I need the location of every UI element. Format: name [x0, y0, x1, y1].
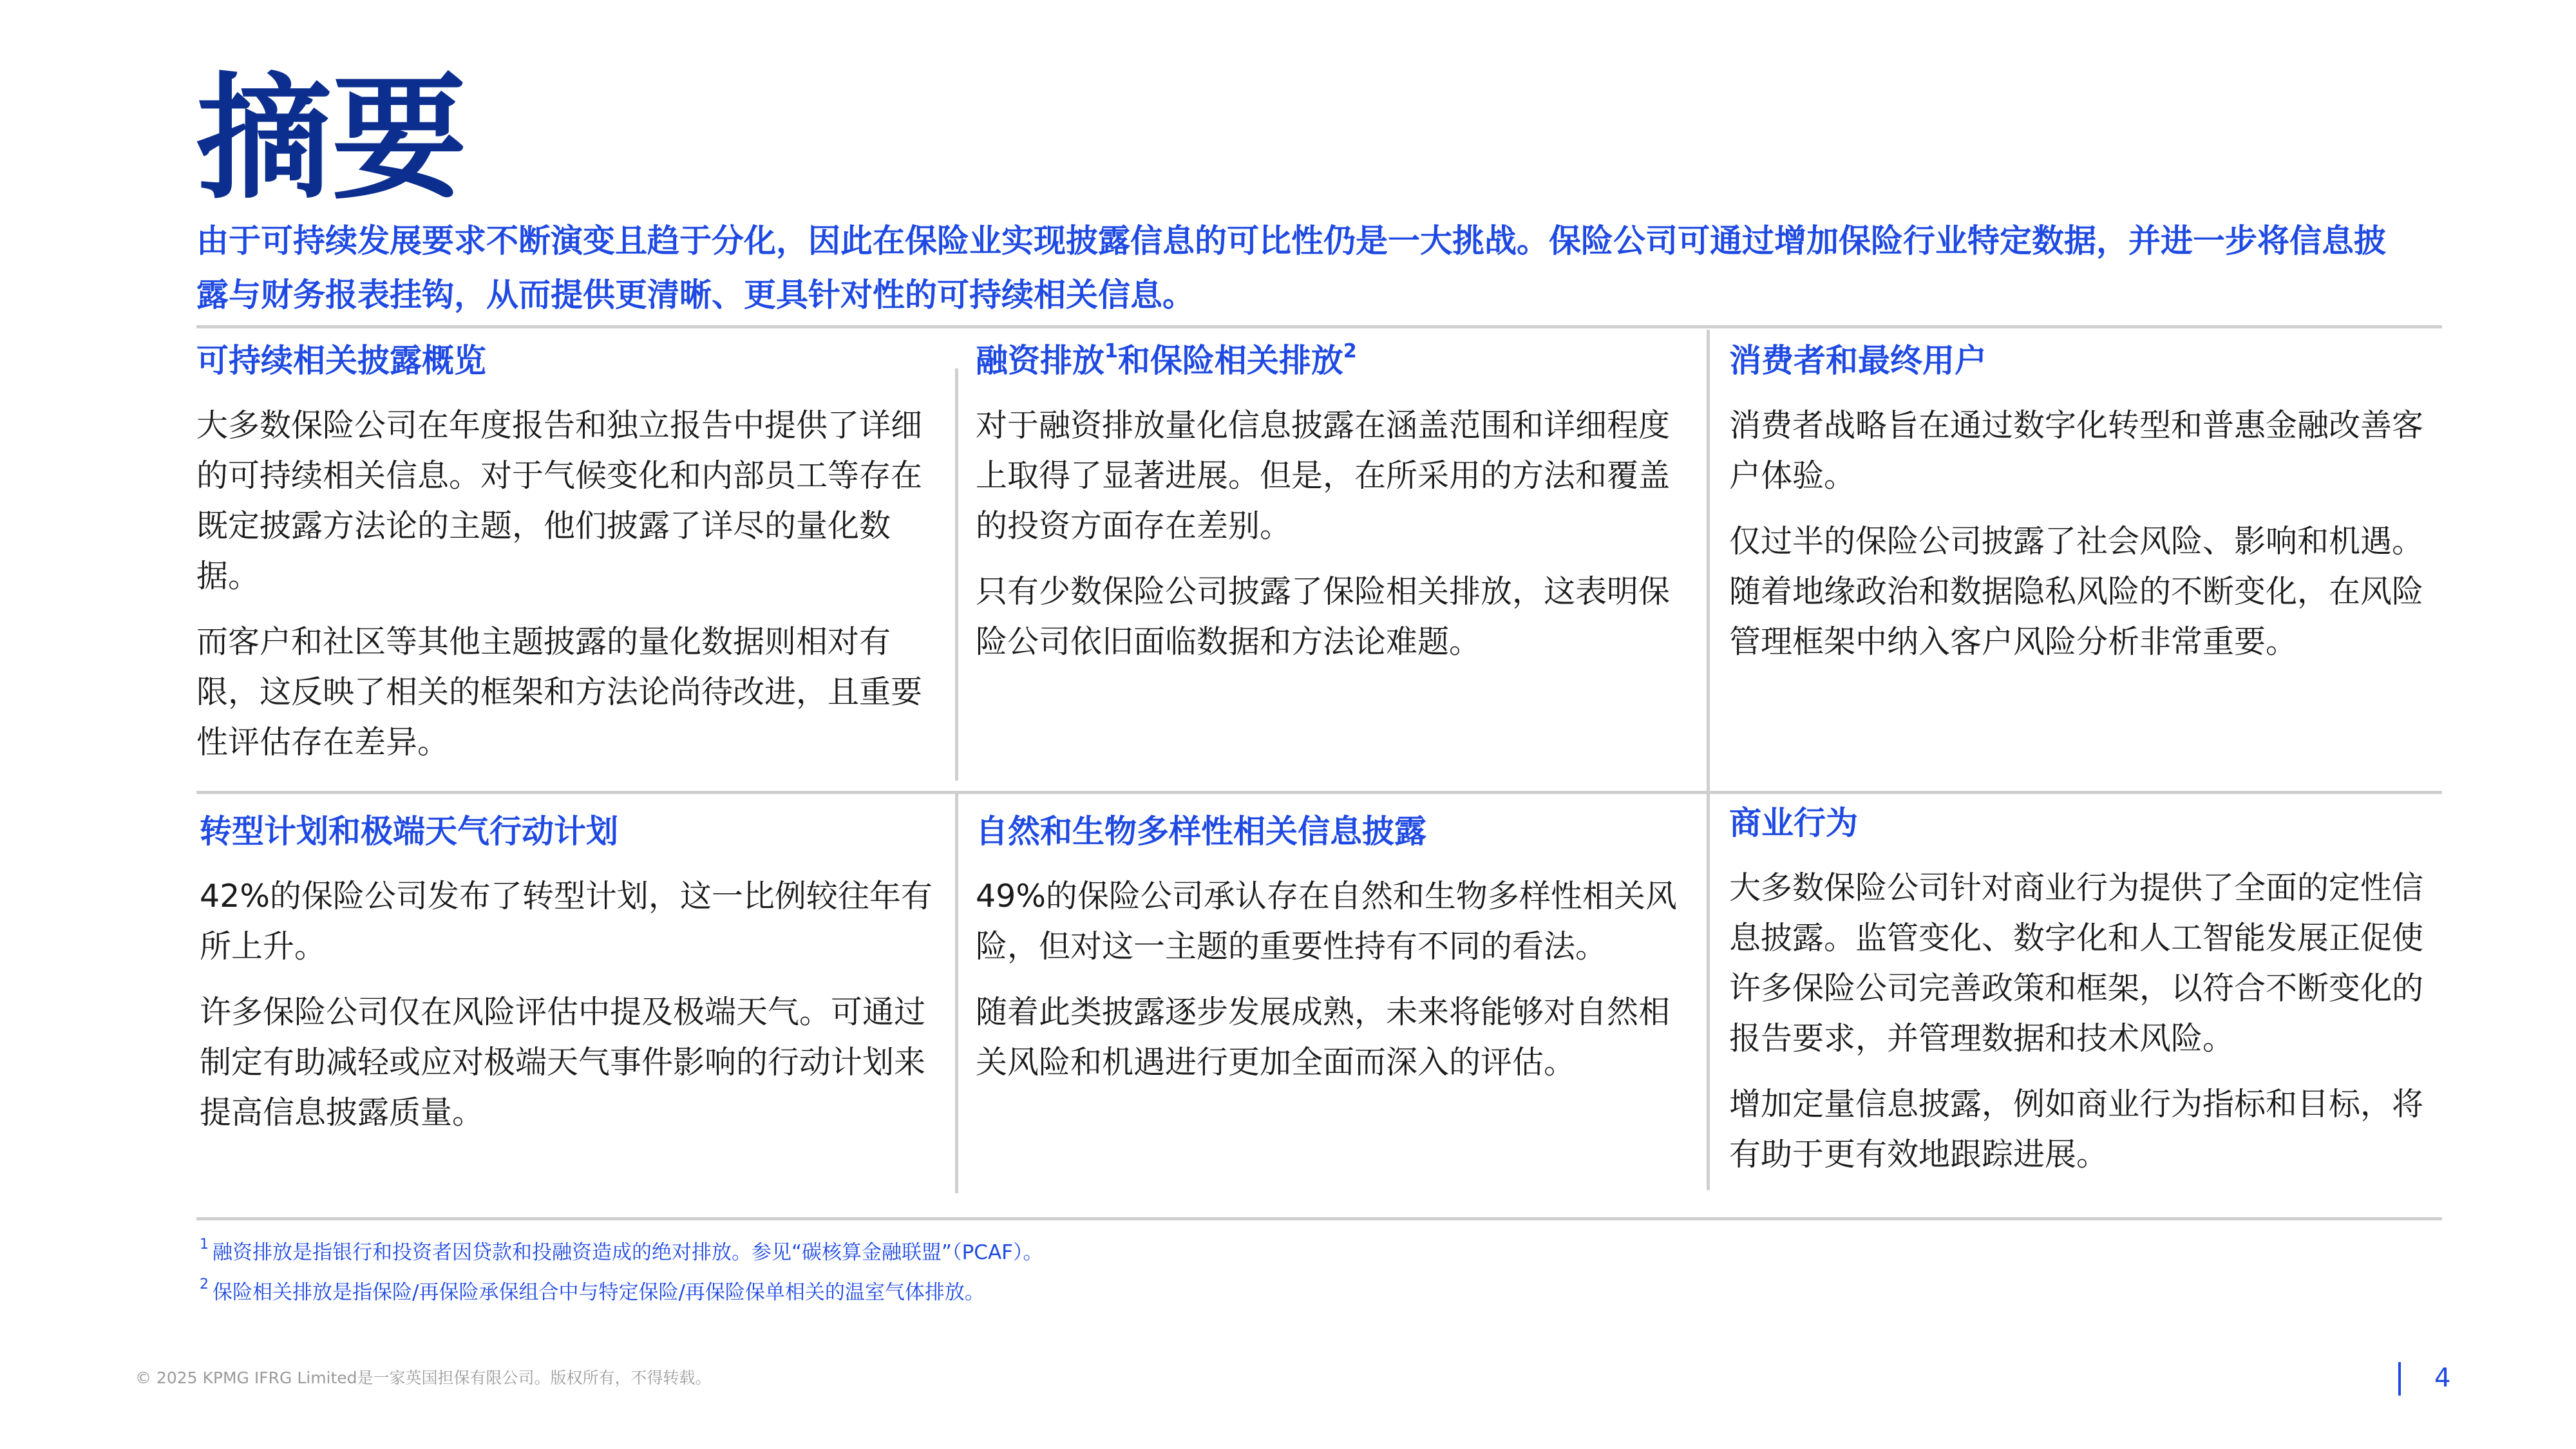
footnote-2: $^2$ 保险相关排放是指保险/再保险承保组合中与特定保险/再保险保单相关的温室气体排放。 [200, 1276, 985, 1304]
footnote-1: $^1$ 融资排放是指银行和投资者因贷款和投融资造成的绝对排放。参见“碳核算金融联盟”（PCAF）。 [200, 1236, 1043, 1264]
section-heading: 自然和生物多样性相关信息披露 [976, 813, 1426, 850]
intro-summary: 由于可持续发展要求不断演变且趋于分化，因此在保险业实现披露信息的可比性仍是一大挑战。保险公司可通过增加保险行业特定数据，并进一步将信息披露与财务报表挂钩，从而提供更清晰、更具针对性的可持续相关信息。 [196, 222, 2386, 314]
section-paragraph: 只有少数保险公司披露了保险相关排放，这表明保险公司依旧面临数据和方法论难题。 [976, 573, 1671, 660]
section-paragraph: 增加定量信息披露，例如商业行为指标和目标，将有助于更有效地跟踪进展。 [1729, 1086, 2424, 1173]
section-paragraph: 大多数保险公司针对商业行为提供了全面的定性信息披露。监管变化、数字化和人工智能发展正促使许多保险公司完善政策和框架，以符合不断变化的报告要求，并管理数据和技术风险。 [1729, 869, 2424, 1057]
section-paragraph: 42%的保险公司发布了转型计划，这一比例较往年有所上升。 [200, 878, 933, 965]
copyright-notice: © 2025 KPMG IFRG Limited是一家英国担保有限公司。版权所有，不得转载。 [135, 1368, 712, 1387]
section-paragraph: 而客户和社区等其他主题披露的量化数据则相对有限，这反映了相关的框架和方法论尚待改进，且重要性评估存在差异。 [196, 623, 923, 761]
heading-text-part: 和保险相关排放 [1117, 342, 1343, 379]
footnotes [200, 1235, 2389, 1315]
heading-text-part: 融资排放 [976, 342, 1104, 379]
page-number: 4 [2434, 1363, 2451, 1393]
section-paragraph: 大多数保险公司在年度报告和独立报告中提供了详细的可持续相关信息。对于气候变化和内部员工等存在既定披露方法论的主题，他们披露了详尽的量化数据。 [196, 407, 923, 594]
section-heading: 转型计划和极端天气行动计划 [200, 813, 618, 850]
section-paragraph: 对于融资排放量化信息披露在涵盖范围和详细程度上取得了显著进展。但是，在所采用的方法和覆盖的投资方面存在差别。 [976, 407, 1671, 544]
section-nature-biodiversity [976, 807, 1684, 1103]
section-heading: 消费者和最终用户 [1729, 342, 1987, 379]
section-paragraph: 消费者战略旨在通过数字化转型和普惠金融改善客户体验。 [1729, 407, 2424, 494]
section-consumers [1729, 336, 2444, 683]
section-sustainability-overview [196, 336, 931, 783]
footnote-ref-1: 1 [1104, 340, 1118, 363]
middle-divider [196, 791, 2442, 794]
section-paragraph: 49%的保险公司承认存在自然和生物多样性相关风险，但对这一主题的重要性持有不同的看法。 [976, 878, 1677, 965]
bottom-divider [196, 1217, 2442, 1220]
top-divider [196, 325, 2442, 328]
column-divider-2 [1707, 330, 1710, 791]
page-number-divider [2398, 1362, 2401, 1396]
section-financed-emissions [976, 336, 1684, 683]
section-paragraph: 随着此类披露逐步发展成熟，未来将能够对自然相关风险和机遇进行更加全面而深入的评估。 [976, 994, 1671, 1081]
section-paragraph: 许多保险公司仅在风险评估中提及极端天气。可通过制定有助减轻或应对极端天气事件影响的行动计划来提高信息披露质量。 [200, 994, 926, 1131]
section-paragraph: 仅过半的保险公司披露了社会风险、影响和机遇。随着地缘政治和数据隐私风险的不断变化，在风险管理框架中纳入客户风险分析非常重要。 [1729, 523, 2424, 660]
section-transition-plans [200, 807, 934, 1153]
section-business-conduct [1729, 799, 2444, 1195]
footnote-ref-2: 2 [1343, 340, 1357, 363]
section-heading [976, 336, 1684, 385]
page-title: 摘要 [196, 60, 468, 218]
section-heading: 商业行为 [1729, 804, 1858, 842]
section-heading: 可持续相关披露概览 [196, 342, 486, 379]
column-divider-3 [955, 791, 958, 1193]
column-divider-1 [955, 368, 958, 781]
column-divider-4 [1707, 791, 1710, 1190]
